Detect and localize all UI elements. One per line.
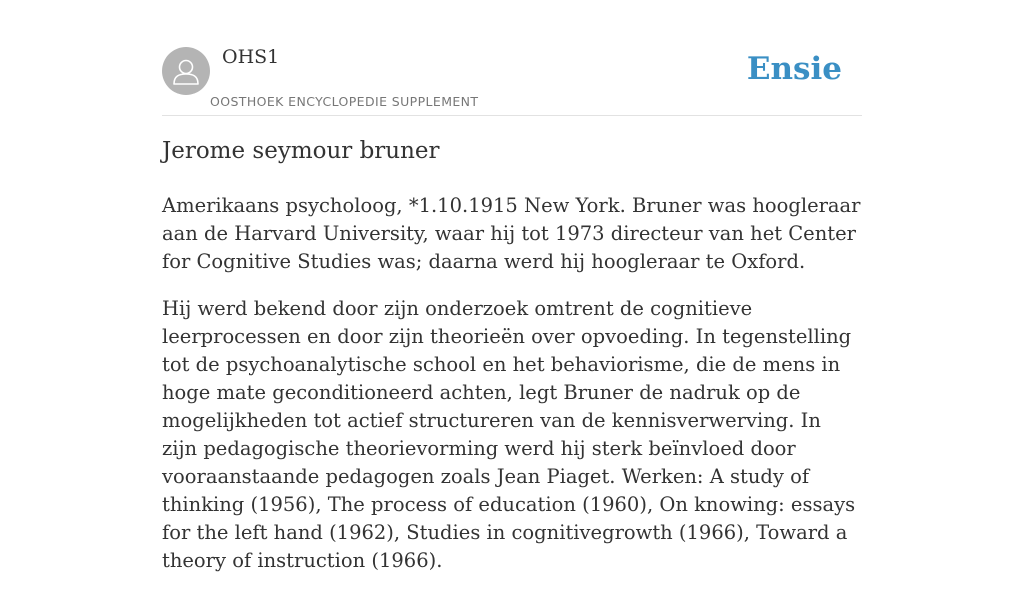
article-paragraph: Amerikaans psycholoog, *1.10.1915 New York. Bruner was hoogleraar aan de Harvard University, waar hij tot 1973 directeur van het Center for Cognitive Studies was; daarna werd hij hoogleraar te Oxford.	[162, 194, 861, 273]
ensie-logo[interactable]: Ensie	[746, 51, 842, 87]
author-link[interactable]: OHS1	[222, 46, 280, 68]
article-paragraph: Hij werd bekend door zijn onderzoek omtrent de cognitieve leerprocessen en door zijn theorieën over opvoeding. In tegenstelling tot de psychoanalytische school en het behaviorisme, die de mens in hoge mate geconditioneerd achten, legt Bruner de nadruk op de mogelijkheden tot actief structureren van de kennisverwerving. In zijn pedagogische theorievorming werd hij sterk beïnvloed door vooraanstaande pedagogen zoals Jean Piaget. Werken: A study of thinking (1956), The process of education (1960), On knowing: essays for the left hand (1962), Studies in cognitivegrowth (1966), Toward a theory of instruction (1966).	[162, 297, 856, 572]
source-link[interactable]: OOSTHOEK ENCYCLOPEDIE SUPPLEMENT	[210, 94, 479, 109]
page-title: Jerome seymour bruner	[162, 138, 440, 164]
user-placeholder-icon	[162, 47, 210, 95]
article-body	[162, 192, 862, 594]
page-container	[162, 0, 862, 572]
entry-header	[162, 0, 862, 116]
author-avatar[interactable]	[162, 47, 210, 95]
